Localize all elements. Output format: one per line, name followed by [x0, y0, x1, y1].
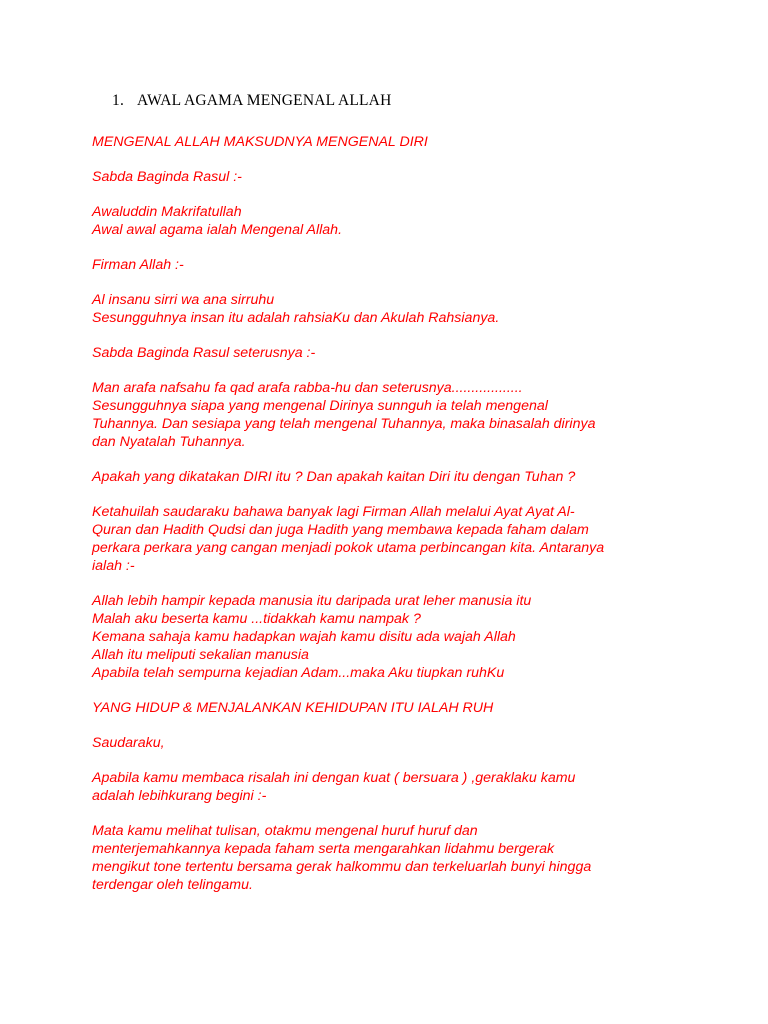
paragraph — [92, 769, 692, 805]
text-line: terdengar oleh telingamu. — [92, 877, 253, 893]
text-line: Quran dan Hadith Qudsi dan juga Hadith yang membawa kepada faham dalam — [92, 522, 589, 538]
text-line: Ketahuilah saudaraku bahawa banyak lagi Firman Allah melalui Ayat Ayat Al- — [92, 504, 575, 520]
text-line: Allah itu meliputi sekalian manusia — [92, 647, 309, 663]
paragraph — [92, 133, 692, 151]
paragraph — [92, 503, 692, 575]
text-line: Awaluddin Makrifatullah — [92, 204, 242, 220]
text-line: Apabila kamu membaca risalah ini dengan kuat ( bersuara ) ,geraklaku kamu — [92, 770, 576, 786]
heading-number: 1. — [112, 92, 125, 109]
paragraph — [92, 379, 692, 451]
text-line: ialah :- — [92, 558, 135, 574]
body-text — [92, 133, 692, 911]
text-line: YANG HIDUP & MENJALANKAN KEHIDUPAN ITU IALAH RUH — [92, 700, 494, 716]
text-line: Allah lebih hampir kepada manusia itu daripada urat leher manusia itu — [92, 593, 532, 609]
text-line: Kemana sahaja kamu hadapkan wajah kamu disitu ada wajah Allah — [92, 629, 516, 645]
paragraph — [92, 822, 692, 894]
paragraph — [92, 256, 692, 274]
paragraph — [92, 734, 692, 752]
text-line: Awal awal agama ialah Mengenal Allah. — [92, 222, 343, 238]
text-line: MENGENAL ALLAH MAKSUDNYA MENGENAL DIRI — [92, 134, 428, 150]
paragraph — [92, 344, 692, 362]
text-line: mengikut tone tertentu bersama gerak halkommu dan terkeluarlah bunyi hingga — [92, 859, 592, 875]
heading-title: AWAL AGAMA MENGENAL ALLAH — [137, 92, 392, 109]
text-line: Firman Allah :- — [92, 257, 184, 273]
text-line: dan Nyatalah Tuhannya. — [92, 434, 246, 450]
text-line: Apakah yang dikatakan DIRI itu ? Dan apakah kaitan Diri itu dengan Tuhan ? — [92, 469, 576, 485]
text-line: Sabda Baginda Rasul :- — [92, 169, 242, 185]
text-line: Malah aku beserta kamu ...tidakkah kamu nampak ? — [92, 611, 421, 627]
text-line: Sesungguhnya siapa yang mengenal Dirinya sunnguh ia telah mengenal — [92, 398, 548, 414]
paragraph — [92, 168, 692, 186]
paragraph — [92, 468, 692, 486]
text-line: Tuhannya. Dan sesiapa yang telah mengenal Tuhannya, maka binasalah dirinya — [92, 416, 596, 432]
text-line: Al insanu sirri wa ana sirruhu — [92, 292, 275, 308]
section-heading — [112, 92, 391, 110]
text-line: Sesungguhnya insan itu adalah rahsiaKu dan Akulah Rahsianya. — [92, 310, 500, 326]
text-line: adalah lebihkurang begini :- — [92, 788, 267, 804]
text-line: Mata kamu melihat tulisan, otakmu mengenal huruf huruf dan — [92, 823, 478, 839]
paragraph — [92, 291, 692, 327]
paragraph — [92, 592, 692, 682]
text-line: menterjemahkannya kepada faham serta mengarahkan lidahmu bergerak — [92, 841, 555, 857]
text-line: Sabda Baginda Rasul seterusnya :- — [92, 345, 316, 361]
paragraph — [92, 699, 692, 717]
paragraph — [92, 203, 692, 239]
text-line: perkara perkara yang cangan menjadi pokok utama perbincangan kita. Antaranya — [92, 540, 605, 556]
text-line: Man arafa nafsahu fa qad arafa rabba-hu dan seterusnya.................. — [92, 380, 523, 396]
text-line: Apabila telah sempurna kejadian Adam...maka Aku tiupkan ruhKu — [92, 665, 505, 681]
text-line: Saudaraku, — [92, 735, 165, 751]
